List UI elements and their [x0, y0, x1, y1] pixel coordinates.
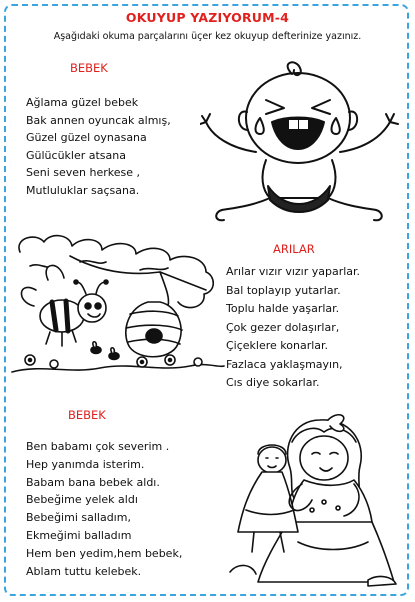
poem-line: Bebeğimi salladım,	[26, 511, 131, 525]
poem1-heading: BEBEK	[70, 61, 108, 75]
poem-line: Ağlama güzel bebek	[26, 96, 139, 109]
poem-line: Arılar vızır vızır yaparlar.	[226, 265, 361, 278]
poem3-text	[26, 438, 182, 580]
poem-line: Toplu halde yaşarlar.	[226, 302, 340, 315]
instruction-text: Aşağıdaki okuma parçalarını üçer kez okuyup defterinize yazınız.	[53, 31, 362, 42]
poem-line: Gülücükler atsana	[26, 148, 126, 162]
poem2-text	[226, 263, 360, 393]
poem-line: Hem ben yedim,hem bebek,	[26, 546, 183, 560]
poem-line: Cıs diye sokarlar.	[226, 376, 320, 389]
page-title: OKUYUP YAZIYORUM-4	[125, 10, 290, 25]
poem-line: Hep yanımda isterim.	[26, 457, 145, 471]
poem-line: Babam bana bebek aldı.	[26, 475, 160, 489]
poem-line: Çiçeklere konarlar.	[226, 339, 329, 352]
poem-line: Mutluluklar saçsana.	[26, 183, 140, 197]
poem-line: Çok gezer dolaşırlar,	[226, 320, 340, 334]
poem2-heading: ARILAR	[273, 242, 315, 256]
poem-line: Seni seven herkese ,	[26, 166, 141, 179]
crying-baby-icon	[200, 60, 400, 230]
girl-with-doll-icon	[228, 412, 403, 592]
poem-line: Ablam tuttu kelebek.	[26, 564, 142, 578]
poem-line: Ekmeğimi balladım	[26, 528, 132, 542]
poem1-text	[26, 94, 171, 199]
poem3-heading: BEBEK	[68, 408, 106, 422]
bees-hive-icon	[10, 232, 225, 382]
poem-line: Ben babamı çok severim .	[26, 440, 170, 453]
poem-line: Fazlaca yaklaşmayın,	[226, 357, 343, 371]
poem-line: Güzel güzel oynasana	[26, 131, 147, 144]
poem-line: Bal toplayıp yutarlar.	[226, 283, 341, 297]
poem-line: Bak annen oyuncak almış,	[26, 113, 171, 127]
poem-line: Bebeğime yelek aldı	[26, 493, 138, 507]
